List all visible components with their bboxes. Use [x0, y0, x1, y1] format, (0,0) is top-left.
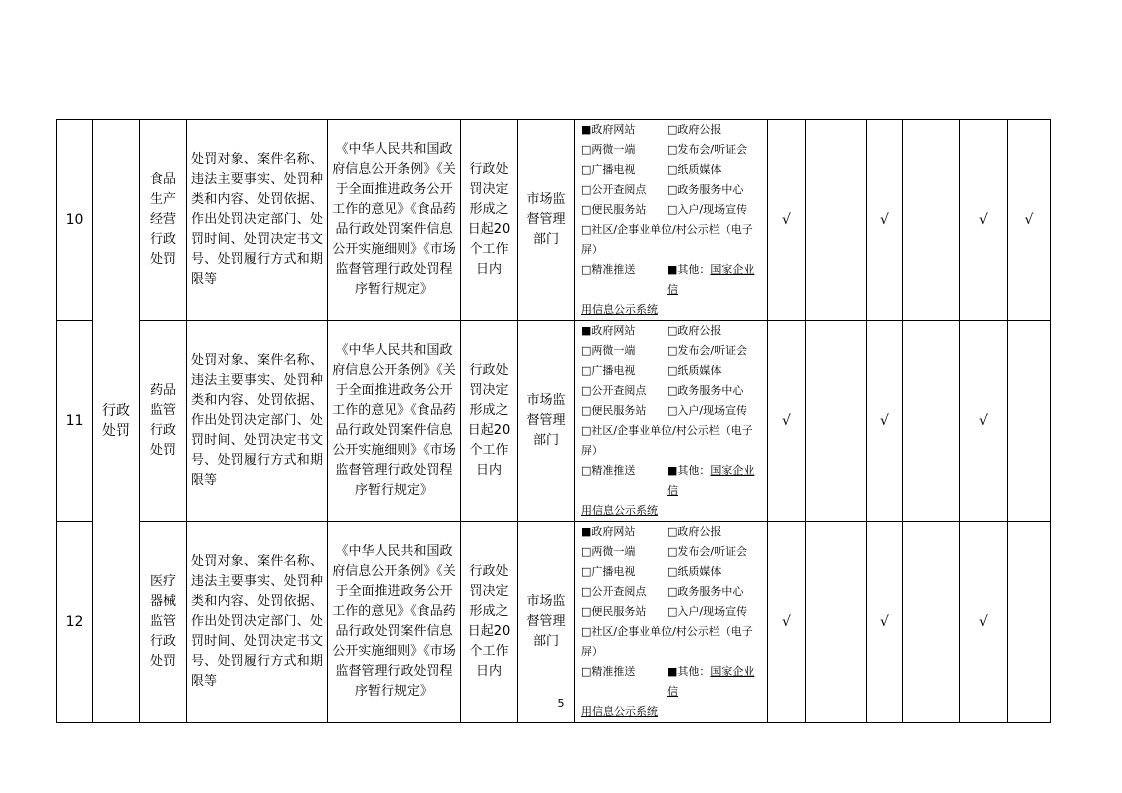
check-cell: √ [960, 522, 1008, 723]
channel-item: □入户/现场宣传 [667, 404, 748, 417]
channel-other-continuation: 用信息公示系统 [581, 504, 658, 517]
channel-item: □两微一端 [581, 143, 636, 156]
time-limit-cell [461, 522, 518, 723]
channel-other-text: 国家企业信 [667, 263, 755, 296]
table-row [57, 120, 1051, 321]
category-label: 行政处罚 [102, 402, 130, 439]
department-cell [518, 120, 575, 321]
check-cell: √ [768, 522, 806, 723]
content-cell [187, 522, 328, 723]
check-cell: √ [1008, 120, 1051, 321]
check-cell [903, 522, 960, 723]
channel-item: ■政府网站 [581, 525, 636, 538]
item-cell [140, 522, 187, 723]
check-cell [903, 120, 960, 321]
category-cell [93, 120, 140, 723]
channel-other [667, 662, 761, 702]
disclosure-table [56, 119, 1051, 723]
channel-other-continuation: 用信息公示系统 [581, 303, 658, 316]
page-number: 5 [557, 697, 565, 710]
channel-item: □入户/现场宣传 [667, 605, 748, 618]
check-cell [806, 321, 867, 522]
time-limit-text: 行政处罚决定形成之日起20个工作日内 [467, 162, 511, 277]
channel-item: □便民服务站 [581, 605, 647, 618]
channel-item: ■政府网站 [581, 123, 636, 136]
channel-item: □社区/企事业单位/村公示栏（电子屏） [581, 223, 753, 256]
channel-other-text: 国家企业信 [667, 665, 755, 698]
channels-list [575, 522, 767, 722]
channel-item: □公开查阅点 [581, 585, 647, 598]
channel-item: □便民服务站 [581, 203, 647, 216]
channel-item: □发布会/听证会 [667, 344, 748, 357]
channel-item: □便民服务站 [581, 404, 647, 417]
channel-item: □广播电视 [581, 364, 636, 377]
time-limit-cell [461, 321, 518, 522]
channel-item: □广播电视 [581, 565, 636, 578]
content-cell [187, 321, 328, 522]
department-text: 市场监督管理部门 [526, 192, 566, 247]
time-limit-cell [461, 120, 518, 321]
content-cell [187, 120, 328, 321]
row-number: 12 [57, 522, 93, 723]
item-name: 药品监管行政处罚 [149, 383, 176, 458]
channel-item: □社区/企事业单位/村公示栏（电子屏） [581, 424, 753, 457]
channel-item: □政务服务中心 [667, 585, 744, 598]
item-name: 医疗器械监管行政处罚 [149, 574, 176, 669]
time-limit-text: 行政处罚决定形成之日起20个工作日内 [467, 564, 511, 679]
channels-cell [575, 120, 768, 321]
item-cell [140, 321, 187, 522]
channel-item: □纸质媒体 [667, 364, 722, 377]
channel-item: □精准推送 [581, 263, 636, 276]
check-cell: √ [768, 321, 806, 522]
item-name: 食品生产经营行政处罚 [149, 172, 176, 267]
row-number: 11 [57, 321, 93, 522]
channel-item: □政府公报 [667, 525, 722, 538]
check-cell: √ [867, 120, 903, 321]
channel-item: □社区/企事业单位/村公示栏（电子屏） [581, 625, 753, 658]
channel-item: ■政府网站 [581, 324, 636, 337]
channel-other [667, 260, 761, 300]
department-text: 市场监督管理部门 [526, 393, 566, 448]
channel-item: □纸质媒体 [667, 163, 722, 176]
basis-cell [328, 522, 461, 723]
table-row [57, 522, 1051, 723]
channel-item: □纸质媒体 [667, 565, 722, 578]
basis-text: 《中华人民共和国政府信息公开条例》《关于全面推进政务公开工作的意见》《食品药品行政处罚案件信息公开实施细则》《市场监督管理行政处罚程序暂行规定》 [332, 142, 456, 297]
channel-item: □精准推送 [581, 665, 636, 678]
channel-item: □精准推送 [581, 464, 636, 477]
channel-item: □政府公报 [667, 324, 722, 337]
check-cell [903, 321, 960, 522]
channel-item: □政务服务中心 [667, 183, 744, 196]
content-text: 处罚对象、案件名称、违法主要事实、处罚种类和内容、处罚依据、作出处罚决定部门、处罚时间、处罚决定书文号、处罚履行方式和期限等 [191, 152, 323, 287]
channel-other-text: 国家企业信 [667, 464, 755, 497]
channel-item: □政务服务中心 [667, 384, 744, 397]
channel-item: □发布会/听证会 [667, 545, 748, 558]
time-limit-text: 行政处罚决定形成之日起20个工作日内 [467, 363, 511, 478]
table-row [57, 321, 1051, 522]
check-cell: √ [960, 120, 1008, 321]
channel-item: □两微一端 [581, 344, 636, 357]
channel-other-continuation: 用信息公示系统 [581, 705, 658, 718]
check-cell: √ [867, 321, 903, 522]
check-cell: √ [960, 321, 1008, 522]
channel-item: □政府公报 [667, 123, 722, 136]
channel-item: □入户/现场宣传 [667, 203, 748, 216]
check-cell [806, 522, 867, 723]
basis-cell [328, 321, 461, 522]
content-text: 处罚对象、案件名称、违法主要事实、处罚种类和内容、处罚依据、作出处罚决定部门、处罚时间、处罚决定书文号、处罚履行方式和期限等 [191, 353, 323, 488]
department-cell [518, 321, 575, 522]
channel-item: □公开查阅点 [581, 183, 647, 196]
content-text: 处罚对象、案件名称、违法主要事实、处罚种类和内容、处罚依据、作出处罚决定部门、处罚时间、处罚决定书文号、处罚履行方式和期限等 [191, 554, 323, 689]
channel-item: □两微一端 [581, 545, 636, 558]
check-cell: √ [768, 120, 806, 321]
channel-other-prefix: ■其他： [667, 665, 711, 678]
check-cell [806, 120, 867, 321]
check-cell [1008, 321, 1051, 522]
channel-other [667, 461, 761, 501]
channels-list [575, 321, 767, 521]
check-cell [1008, 522, 1051, 723]
basis-text: 《中华人民共和国政府信息公开条例》《关于全面推进政务公开工作的意见》《食品药品行政处罚案件信息公开实施细则》《市场监督管理行政处罚程序暂行规定》 [332, 343, 456, 498]
channels-cell [575, 522, 768, 723]
channel-other-prefix: ■其他： [667, 263, 711, 276]
channel-other-prefix: ■其他： [667, 464, 711, 477]
department-text: 市场监督管理部门 [526, 594, 566, 649]
channel-item: □公开查阅点 [581, 384, 647, 397]
channels-list [575, 120, 767, 320]
channel-item: □广播电视 [581, 163, 636, 176]
check-cell: √ [867, 522, 903, 723]
row-number: 10 [57, 120, 93, 321]
item-cell [140, 120, 187, 321]
channel-item: □发布会/听证会 [667, 143, 748, 156]
channels-cell [575, 321, 768, 522]
basis-cell [328, 120, 461, 321]
basis-text: 《中华人民共和国政府信息公开条例》《关于全面推进政务公开工作的意见》《食品药品行政处罚案件信息公开实施细则》《市场监督管理行政处罚程序暂行规定》 [332, 544, 456, 699]
department-cell [518, 522, 575, 723]
